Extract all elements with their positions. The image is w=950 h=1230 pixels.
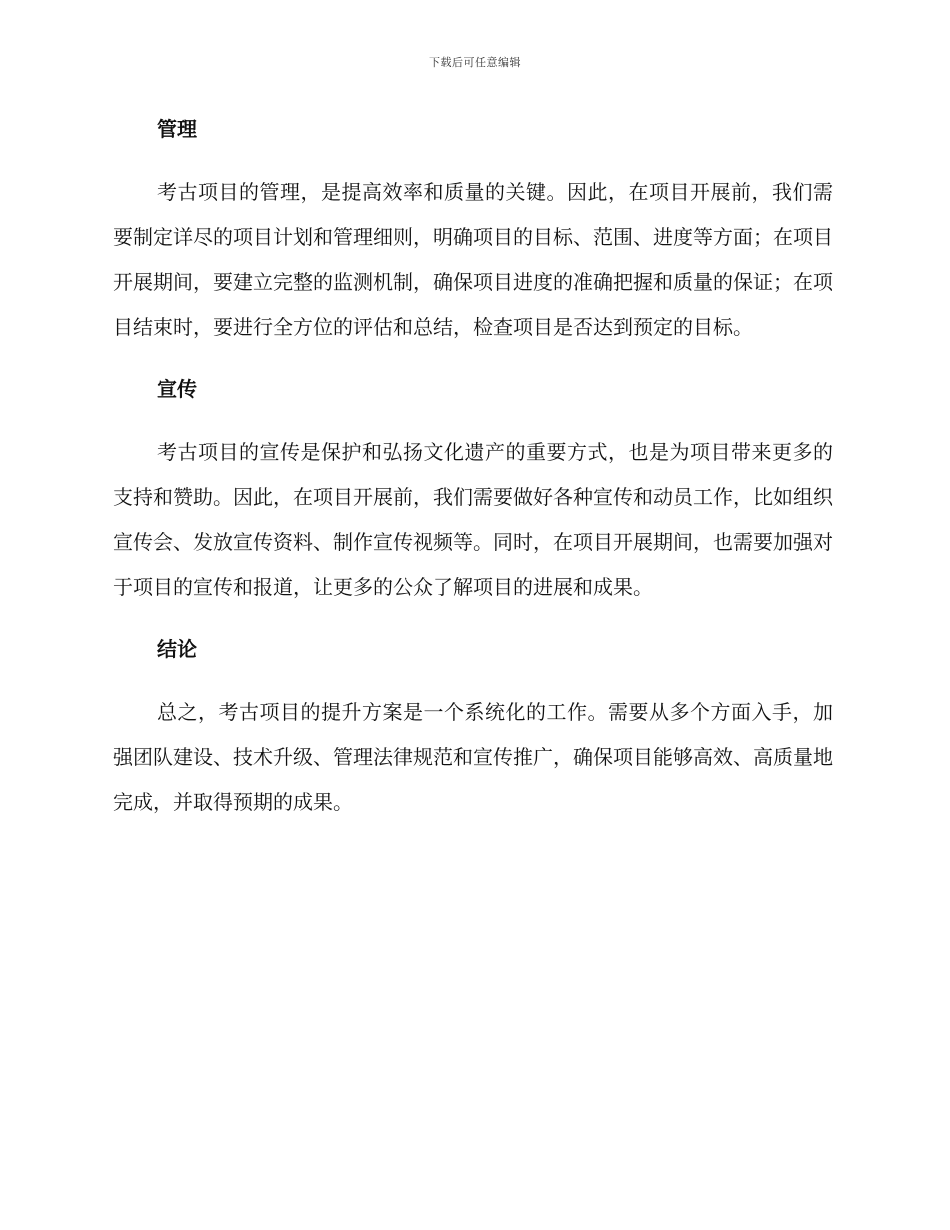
section-heading: 宣传 [157, 377, 197, 401]
section-publicity [113, 372, 833, 610]
section-paragraph: 考古项目的管理，是提高效率和质量的关键。因此，在项目开展前，我们需要制定详尽的项目计划和管理细则，明确项目的目标、范围、进度等方面；在项目开展期间，要建立完整的监测机制，确保项目进度的准确把握和质量的保证；在项目结束时，要进行全方位的评估和总结，检查项目是否达到预定的目标。 [113, 180, 833, 339]
section-heading: 管理 [157, 117, 197, 141]
section-paragraph: 总之，考古项目的提升方案是一个系统化的工作。需要从多个方面入手，加强团队建设、技术升级、管理法律规范和宣传推广，确保项目能够高效、高质量地完成，并取得预期的成果。 [113, 700, 833, 814]
section-paragraph: 考古项目的宣传是保护和弘扬文化遗产的重要方式，也是为项目带来更多的支持和赞助。因此，在项目开展前，我们需要做好各种宣传和动员工作，比如组织宣传会、发放宣传资料、制作宣传视频等。同时，在项目开展期间，也需要加强对于项目的宣传和报道，让更多的公众了解项目的进展和成果。 [113, 440, 833, 599]
document-body [113, 112, 833, 847]
section-management [113, 112, 833, 350]
section-heading: 结论 [157, 637, 197, 661]
section-conclusion [113, 632, 833, 825]
page-header: 下载后可任意编辑 [429, 56, 521, 69]
